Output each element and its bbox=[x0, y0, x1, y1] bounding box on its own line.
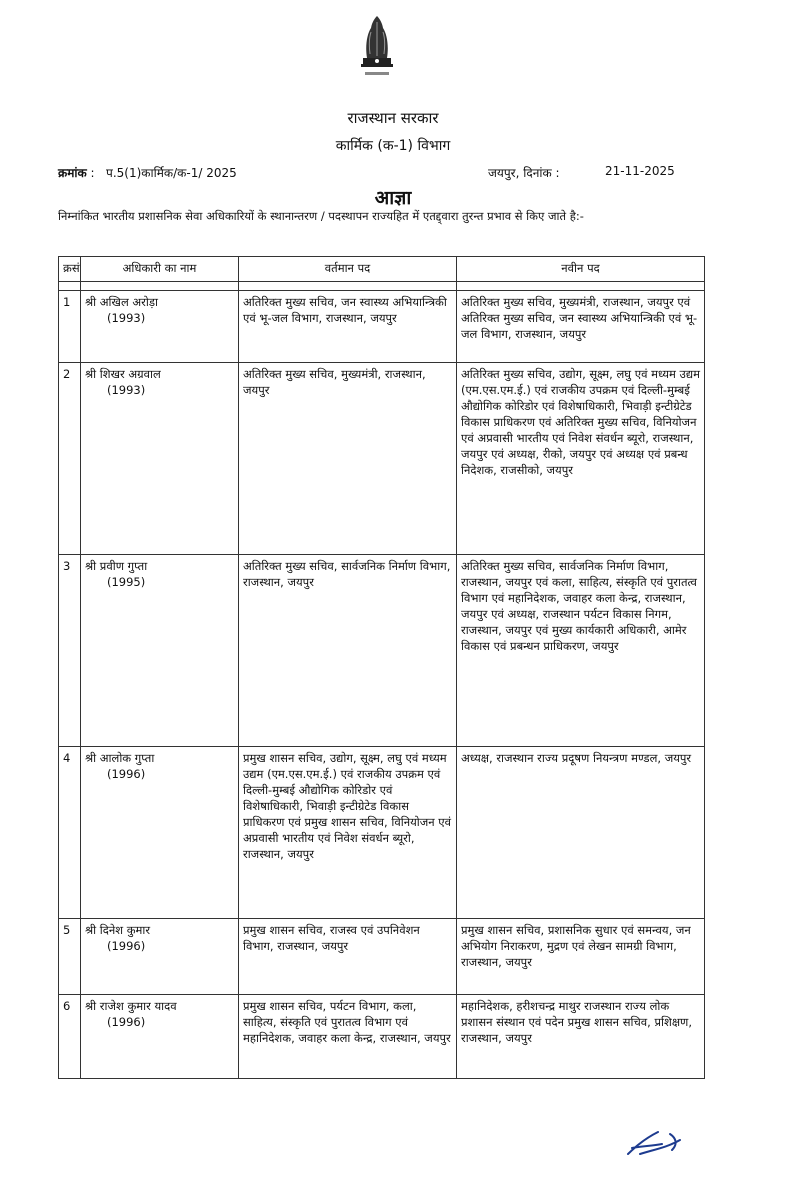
table-row bbox=[59, 995, 705, 1079]
row-new-post: अतिरिक्त मुख्य सचिव, मुख्यमंत्री, राजस्थान, जयपुर एवं अतिरिक्त मुख्य सचिव, जन स्वास्थ्य अभियान्त्रिकी एवं भू-जल विभाग, राजस्थान, जयपुर bbox=[457, 291, 705, 363]
table-row bbox=[59, 919, 705, 995]
row-officer bbox=[81, 291, 239, 363]
department-title: कार्मिक (क-1) विभाग bbox=[335, 138, 451, 154]
table-row bbox=[59, 363, 705, 555]
table-row bbox=[59, 291, 705, 363]
row-officer bbox=[81, 995, 239, 1079]
officer-batch: (1993) bbox=[107, 383, 146, 397]
order-intro: निम्नांकित भारतीय प्रशासनिक सेवा अधिकारियों के स्थानान्तरण / पदस्थापन राज्यहित में एतद्द्वारा तुरन्त प्रभाव से किए जाते है:- bbox=[58, 209, 584, 223]
row-officer bbox=[81, 363, 239, 555]
row-new-post: अतिरिक्त मुख्य सचिव, उद्योग, सूक्ष्म, लघु एवं मध्यम उद्यम (एम.एस.एम.ई.) एवं राजकीय उपक्रम एवं दिल्ली-मुम्बई औद्योगिक कोरिडोर एवं विशेषाधिकारी, भिवाड़ी इन्टीग्रेटेड विकास प्राधिकरण एवं अतिरिक्त मुख्य सचिव, विनियोजन एवं अप्रवासी भारतीय एवं निवेश संवर्धन ब्यूरो, राजस्थान, जयपुर एवं अध्यक्ष, रीको, जयपुर एवं अध्यक्ष एवं प्रबन्ध निदेशक, राजसीको, जयपुर bbox=[457, 363, 705, 555]
row-sno: 2 bbox=[59, 363, 81, 555]
order-date: 21-11-2025 bbox=[605, 164, 675, 178]
row-officer bbox=[81, 555, 239, 747]
officer-batch: (1996) bbox=[107, 1015, 146, 1029]
officer-name: श्री शिखर अग्रवाल bbox=[85, 367, 161, 381]
header-spacer-row bbox=[59, 282, 705, 291]
col-header-current-post: वर्तमान पद bbox=[239, 257, 457, 282]
national-emblem-icon bbox=[353, 12, 401, 82]
officer-name: श्री अखिल अरोड़ा bbox=[85, 295, 158, 309]
row-sno: 5 bbox=[59, 919, 81, 995]
place-date-label: जयपुर, दिनांक : bbox=[488, 166, 560, 180]
row-officer bbox=[81, 919, 239, 995]
officer-batch: (1993) bbox=[107, 311, 146, 325]
signature-mark bbox=[622, 1124, 688, 1160]
order-title: आज्ञा bbox=[374, 187, 412, 209]
col-header-name: अधिकारी का नाम bbox=[81, 257, 239, 282]
col-header-new-post: नवीन पद bbox=[457, 257, 705, 282]
officer-batch: (1996) bbox=[107, 939, 146, 953]
table-row bbox=[59, 747, 705, 919]
row-sno: 6 bbox=[59, 995, 81, 1079]
officer-name: श्री दिनेश कुमार bbox=[85, 923, 151, 937]
officer-name: श्री प्रवीण गुप्ता bbox=[85, 559, 148, 573]
row-current-post: अतिरिक्त मुख्य सचिव, जन स्वास्थ्य अभियान्त्रिकी एवं भू-जल विभाग, राजस्थान, जयपुर bbox=[239, 291, 457, 363]
officer-batch: (1995) bbox=[107, 575, 146, 589]
row-current-post: प्रमुख शासन सचिव, राजस्व एवं उपनिवेशन विभाग, राजस्थान, जयपुर bbox=[239, 919, 457, 995]
transfer-table bbox=[58, 256, 705, 1079]
table-header-row bbox=[59, 257, 705, 282]
reference-label: क्रमांक bbox=[58, 166, 87, 180]
officer-batch: (1996) bbox=[107, 767, 146, 781]
reference-value: प.5(1)कार्मिक/क-1/ 2025 bbox=[106, 166, 237, 180]
row-sno: 1 bbox=[59, 291, 81, 363]
row-officer bbox=[81, 747, 239, 919]
government-title: राजस्थान सरकार bbox=[347, 109, 439, 127]
table-row bbox=[59, 555, 705, 747]
row-current-post: अतिरिक्त मुख्य सचिव, सार्वजनिक निर्माण विभाग, राजस्थान, जयपुर bbox=[239, 555, 457, 747]
row-new-post: अध्यक्ष, राजस्थान राज्य प्रदूषण नियन्त्रण मण्डल, जयपुर bbox=[457, 747, 705, 919]
officer-name: श्री आलोक गुप्ता bbox=[85, 751, 155, 765]
row-new-post: महानिदेशक, हरीशचन्द्र माथुर राजस्थान राज्य लोक प्रशासन संस्थान एवं पदेन प्रमुख शासन सचिव, प्रशिक्षण, राजस्थान, जयपुर bbox=[457, 995, 705, 1079]
officer-name: श्री राजेश कुमार यादव bbox=[85, 999, 177, 1013]
row-new-post: अतिरिक्त मुख्य सचिव, सार्वजनिक निर्माण विभाग, राजस्थान, जयपुर एवं कला, साहित्य, संस्कृति एवं पुरातत्व विभाग एवं महानिदेशक, जवाहर कला केन्द्र, राजस्थान, जयपुर एवं अध्यक्ष, राजस्थान पर्यटन विकास निगम, राजस्थान, जयपुर एवं मुख्य कार्यकारी अधिकारी, आमेर विकास एवं प्रबन्धन प्राधिकरण, जयपुर bbox=[457, 555, 705, 747]
col-header-sno: क्रसं bbox=[59, 257, 81, 282]
row-new-post: प्रमुख शासन सचिव, प्रशासनिक सुधार एवं समन्वय, जन अभियोग निराकरण, मुद्रण एवं लेखन सामग्री विभाग, राजस्थान, जयपुर bbox=[457, 919, 705, 995]
row-current-post: अतिरिक्त मुख्य सचिव, मुख्यमंत्री, राजस्थान, जयपुर bbox=[239, 363, 457, 555]
row-current-post: प्रमुख शासन सचिव, पर्यटन विभाग, कला, साहित्य, संस्कृति एवं पुरातत्व विभाग एवं महानिदेशक, जवाहर कला केन्द्र, राजस्थान, जयपुर bbox=[239, 995, 457, 1079]
reference-number: क्रमांक : प.5(1)कार्मिक/क-1/ 2025 bbox=[58, 166, 237, 180]
row-sno: 4 bbox=[59, 747, 81, 919]
row-current-post: प्रमुख शासन सचिव, उद्योग, सूक्ष्म, लघु एवं मध्यम उद्यम (एम.एस.एम.ई.) एवं राजकीय उपक्रम एवं दिल्ली-मुम्बई औद्योगिक कोरिडोर एवं विशेषाधिकारी, भिवाड़ी इन्टीग्रेटेड विकास प्राधिकरण एवं प्रमुख शासन सचिव, विनियोजन एवं अप्रवासी भारतीय एवं निवेश संवर्धन ब्यूरो, राजस्थान, जयपुर bbox=[239, 747, 457, 919]
row-sno: 3 bbox=[59, 555, 81, 747]
